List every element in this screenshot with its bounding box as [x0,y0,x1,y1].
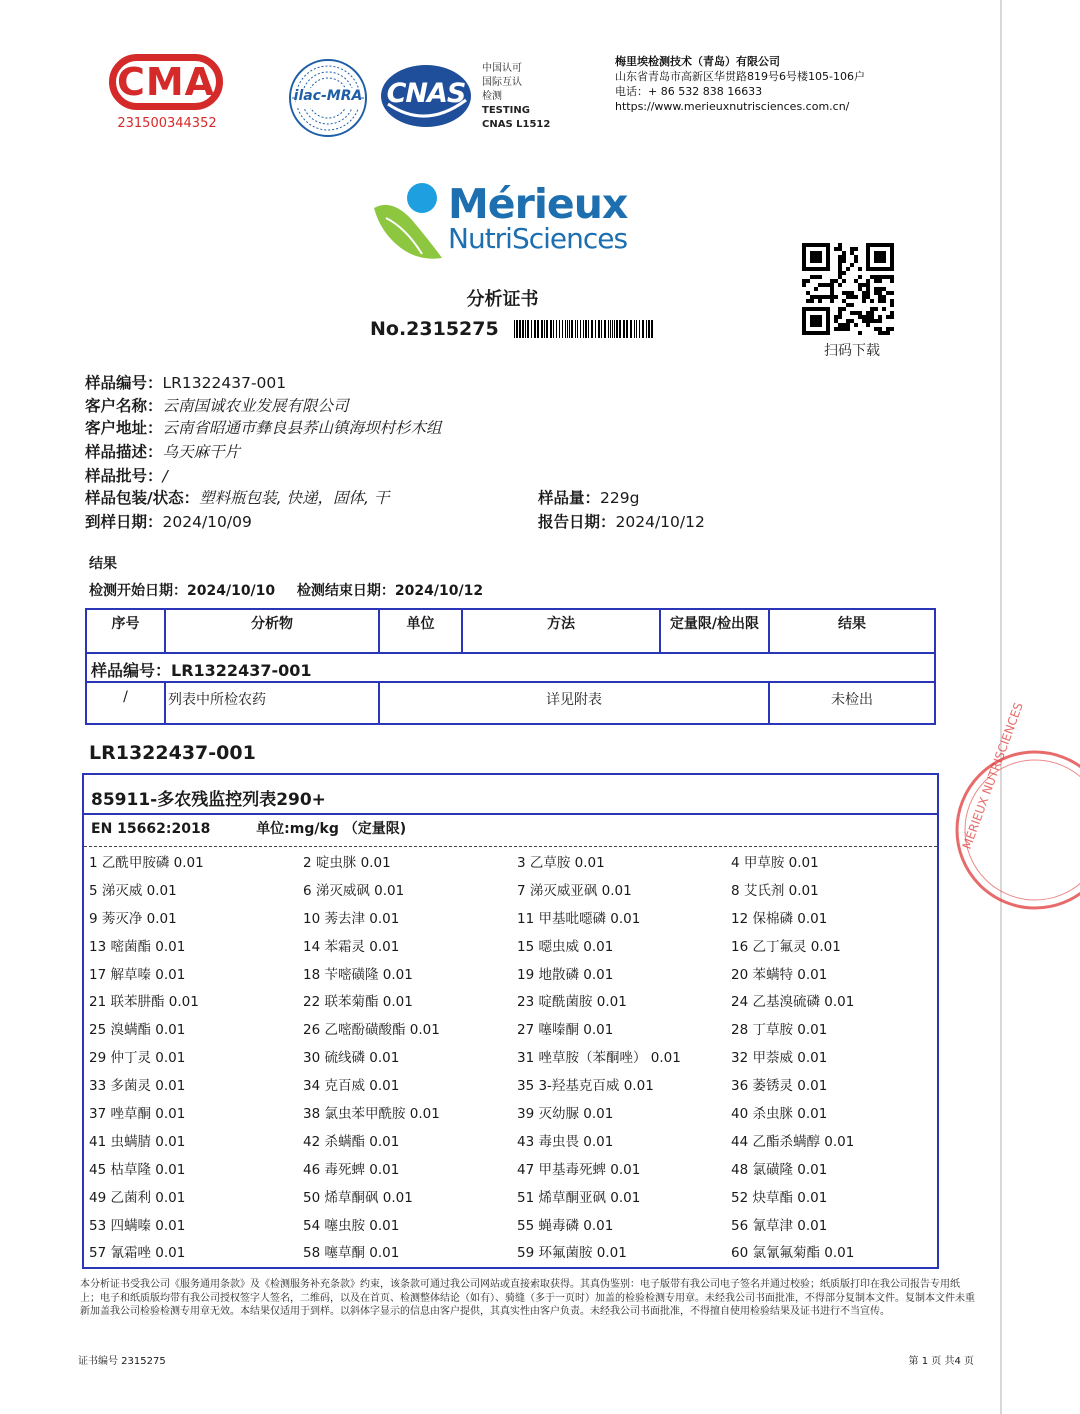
pesticide-grid [89,853,939,1271]
pesticide-item: 56 氰草津 0.01 [731,1217,828,1234]
sample-row-label: 样品编号： [91,661,172,680]
header-result: 结果 [838,616,866,632]
sample-row [91,658,312,681]
cma-number: 231500344352 [117,116,217,131]
pesticide-item: 9 莠灭净 0.01 [89,910,177,927]
header-unit: 单位 [406,616,435,632]
pesticide-item: 42 杀螨酯 0.01 [303,1133,400,1150]
company-phone: 电话：+ 86 532 838 16633 [615,85,763,98]
pesticide-item: 53 四螨嗪 0.01 [89,1217,186,1234]
pesticide-item: 60 氯氰氟菊酯 0.01 [731,1245,855,1262]
footer-page-number: 第 1 页 共4 页 [908,1356,974,1367]
pesticide-item: 8 艾氏剂 0.01 [731,882,819,899]
pesticide-item: 26 乙嘧酚磺酸酯 0.01 [303,1022,440,1039]
pesticide-item: 41 虫螨腈 0.01 [89,1133,186,1150]
company-website[interactable]: https://www.merieuxnutrisciences.com.cn/ [615,100,850,113]
pesticide-item: 19 地散磷 0.01 [517,966,614,983]
merieux-title: Mérieux [448,180,628,228]
batch-row [85,465,168,487]
pesticide-item: 39 灭幼脲 0.01 [517,1106,614,1123]
pesticide-item: 25 溴螨酯 0.01 [89,1022,186,1039]
client-label: 客户名称： [85,397,163,415]
pesticide-item: 11 甲基吡噁磷 0.01 [517,910,641,927]
pesticide-item: 58 噻草酮 0.01 [303,1245,400,1262]
pesticide-item: 30 硫线磷 0.01 [303,1050,400,1067]
pesticide-item: 33 多菌灵 0.01 [89,1078,186,1095]
sample-number-row [85,372,286,394]
report-date-row [538,511,705,533]
pesticide-item: 43 毒虫畏 0.01 [517,1133,614,1150]
pesticide-item: 2 啶虫脒 0.01 [303,855,391,871]
header-method: 方法 [547,616,575,632]
quantity-label: 样品量： [538,489,601,507]
address-label: 客户地址： [85,419,163,437]
pesticide-item: 40 杀虫脒 0.01 [731,1106,828,1123]
certificate-title: 分析证书 [466,289,539,310]
company-name: 梅里埃检测技术（青岛）有限公司 [615,55,780,68]
pesticide-item: 44 乙酯杀螨醇 0.01 [731,1133,855,1150]
batch-label: 样品批号： [85,467,163,485]
pesticide-table [82,773,939,1269]
cnas-info [482,62,550,132]
pesticide-item: 49 乙菌利 0.01 [89,1189,186,1206]
svg-text:MÉRIEUX NUTRISCIENCES: MÉRIEUX NUTRISCIENCES [959,700,1026,852]
report-date-label: 报告日期： [538,513,616,531]
pesticide-item: 22 联苯菊酯 0.01 [303,994,413,1011]
pesticide-list-title: 85911-多农残监控列表290+ [91,790,326,810]
pesticide-item: 29 仲丁灵 0.01 [89,1050,186,1067]
footer-cert-number: 证书编号 2315275 [78,1356,166,1367]
pesticide-item: 57 氰霜唑 0.01 [89,1245,186,1262]
merieux-logo [372,178,628,264]
cma-letters: CMA [116,60,216,104]
pesticide-item: 16 乙丁氟灵 0.01 [731,938,841,955]
end-date-label: 检测结束日期： [296,583,395,599]
description-value: 乌天麻干片 [162,443,241,461]
pesticide-item: 14 苯霜灵 0.01 [303,938,400,955]
pesticide-item: 59 环氟菌胺 0.01 [517,1245,627,1262]
pesticide-item: 3 乙草胺 0.01 [517,855,605,871]
arrival-label: 到样日期： [85,513,163,531]
pesticide-item: 12 保棉磷 0.01 [731,910,828,927]
pesticide-item: 6 涕灭威砜 0.01 [303,882,405,899]
description-label: 样品描述： [85,443,163,461]
batch-value: / [162,467,168,485]
row-analyte: 列表中所检农药 [168,692,266,708]
pesticide-item: 38 氯虫苯甲酰胺 0.01 [303,1106,440,1123]
pesticide-item: 20 苯螨特 0.01 [731,966,828,983]
pesticide-method-row [91,818,406,838]
pesticide-item: 32 甲萘威 0.01 [731,1050,828,1067]
sample-number-label: 样品编号： [85,374,163,392]
pesticide-item: 4 甲草胺 0.01 [731,855,819,871]
pesticide-item: 34 克百威 0.01 [303,1078,400,1095]
pesticide-item: 54 噻虫胺 0.01 [303,1217,400,1234]
barcode [514,320,654,338]
cma-logo [105,52,229,136]
cnas-label: CNAS [386,78,466,109]
arrival-value: 2024/10/09 [162,513,252,531]
sample-number-value: LR1322437-001 [162,374,287,392]
pesticide-item: 45 枯草隆 0.01 [89,1161,186,1178]
end-date: 2024/10/12 [394,583,484,599]
pesticide-item: 51 烯草酮亚砜 0.01 [517,1189,641,1206]
test-dates [89,580,483,600]
results-heading: 结果 [89,556,117,572]
cnas-testing: TESTING [482,105,530,116]
disclaimer: 本分析证书受我公司《服务通用条款》及《检测服务补充条款》约束，该条款可通过我公司网站或直接索取获得。其真伪鉴别：电子版带有我公司电子签名并通过校验；纸质版打印在我公司报告专用纸上；电子和纸质版均带有我公司授权签字人签名，二维码，以及在首页、检测整体结论（如有）、骑缝（多于一页时）加盖的检验检测专用章。未经我公司书面批准，不得部分复制本文件。复制本文件未重新加盖我公司检验检测专用章无效。本结果仅适用于到样。以斜体字显示的信息由客户提供，其真实性由客户负责。未经我公司书面批准，不得擅自使用检验结果及证书进行不当宣传。 [80,1279,975,1317]
pesticide-item: 13 嘧菌酯 0.01 [89,938,186,955]
pesticide-item: 47 甲基毒死蜱 0.01 [517,1161,641,1178]
pesticide-item: 24 乙基溴硫磷 0.01 [731,994,855,1011]
address-row [85,417,442,439]
report-date-value: 2024/10/12 [615,513,705,531]
pesticide-item: 27 噻嗪酮 0.01 [517,1022,614,1039]
pesticide-unit: 单位:mg/kg （定量限) [256,821,407,837]
ilac-mra-logo [288,58,368,138]
pesticide-item: 7 涕灭威亚砜 0.01 [517,882,632,899]
pesticide-item: 52 炔草酯 0.01 [731,1189,828,1206]
header-lod: 定量限/检出限 [669,616,760,632]
pesticide-item: 37 唑草酮 0.01 [89,1106,186,1123]
pesticide-item: 23 啶酰菌胺 0.01 [517,994,627,1011]
company-info [615,54,865,114]
ilac-label: ilac-MRA [293,88,363,104]
description-row [85,441,240,463]
pesticide-item: 28 丁草胺 0.01 [731,1022,828,1039]
package-label: 样品包装/状态： [85,489,200,507]
cnas-line: 中国认可 [482,63,522,74]
quantity-value: 229g [600,489,640,507]
arrival-row [85,511,252,533]
start-date-label: 检测开始日期： [89,583,187,599]
cnas-logo [380,64,472,128]
row-result: 未检出 [831,692,873,708]
quantity-row [538,487,639,509]
pesticide-item: 55 蝇毒磷 0.01 [517,1217,614,1234]
pesticide-item: 50 烯草酮砜 0.01 [303,1189,413,1206]
cnas-code: CNAS L1512 [482,119,551,130]
pesticide-item: 15 噁虫威 0.01 [517,938,614,955]
header-index: 序号 [111,616,140,632]
sample-row-value: LR1322437-001 [171,661,312,680]
company-seal [950,700,1080,915]
merieux-subtitle: NutriSciences [448,222,628,255]
row-index: / [123,689,128,705]
pesticide-item: 5 涕灭威 0.01 [89,882,177,899]
pesticide-method: EN 15662:2018 [91,821,211,837]
pesticide-item: 21 联苯肼酯 0.01 [89,994,199,1011]
start-date: 2024/10/10 [187,583,276,599]
pesticide-item: 17 解草嗪 0.01 [89,966,186,983]
pesticide-item: 48 氯磺隆 0.01 [731,1161,828,1178]
pesticide-item: 35 3-羟基克百威 0.01 [517,1078,654,1095]
pesticide-item: 31 唑草胺（苯酮唑） 0.01 [517,1050,681,1067]
certificate-number: No.2315275 [370,318,499,340]
cnas-line: 国际互认 [482,77,522,88]
package-value: 塑料瓶包装, 快递，固体, 干 [199,489,390,507]
header-analyte: 分析物 [251,616,293,632]
client-value: 云南国诚农业发展有限公司 [162,397,349,415]
pesticide-item: 10 莠去津 0.01 [303,910,400,927]
cnas-line: 检测 [482,91,502,102]
company-address: 山东省青岛市高新区华贯路819号6号楼105-106户 [615,70,865,83]
pesticide-item: 46 毒死蜱 0.01 [303,1161,400,1178]
pesticide-item: 18 苄嘧磺隆 0.01 [303,966,413,983]
qr-label: 扫码下载 [824,343,880,359]
pesticide-item: 1 乙酰甲胺磷 0.01 [89,855,204,871]
page-edge [1000,0,1002,1414]
package-row [85,487,389,509]
address-value: 云南省昭通市彝良县荞山镇海坝村杉木组 [162,419,442,437]
pesticide-item: 36 萎锈灵 0.01 [731,1078,828,1095]
pesticide-sample-id: LR1322437-001 [89,742,256,764]
results-table [85,608,936,725]
client-row [85,395,349,417]
row-method: 详见附表 [546,692,602,708]
